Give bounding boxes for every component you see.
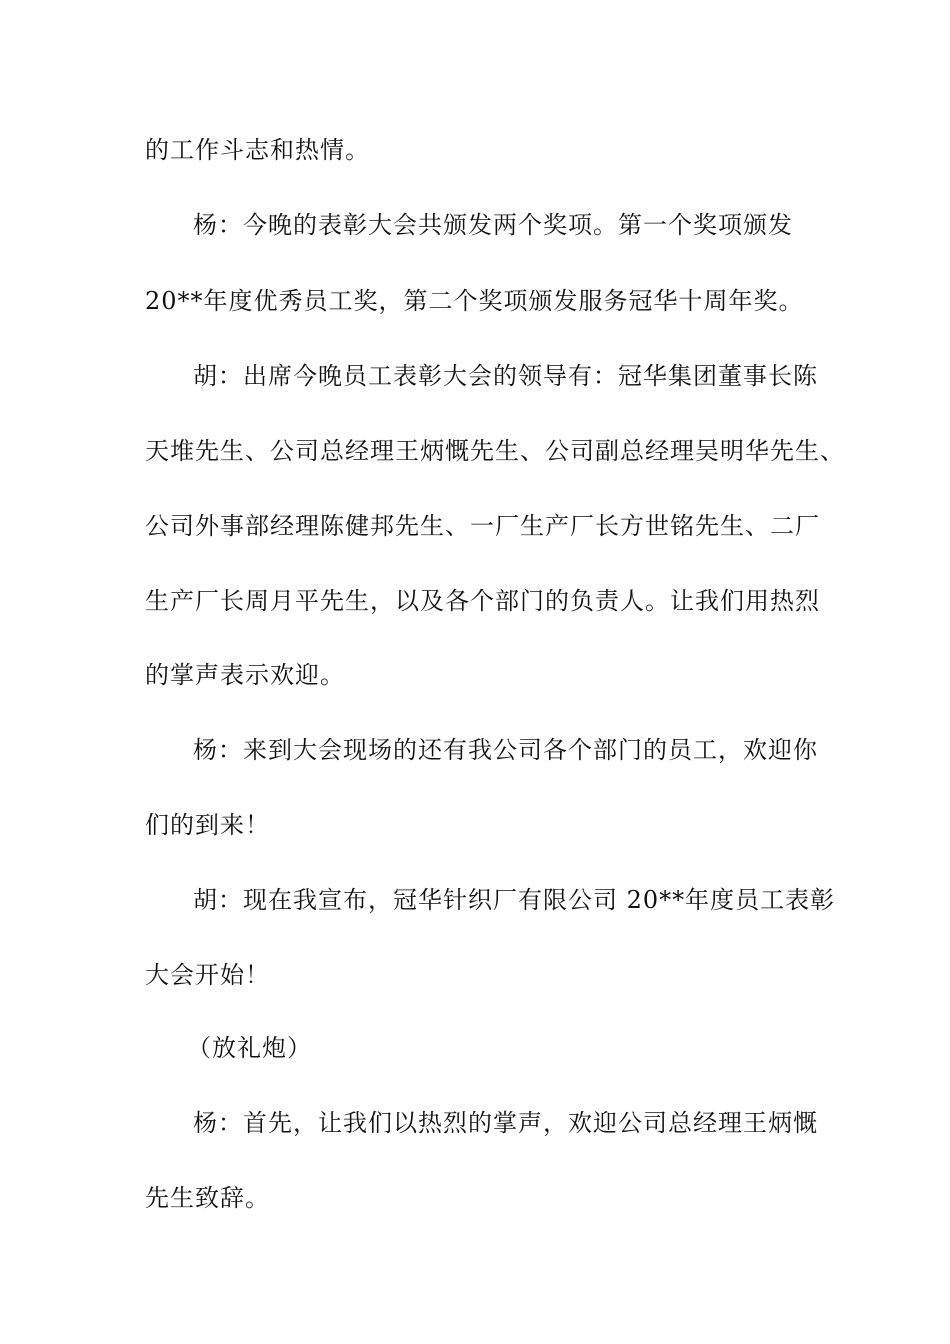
text-line: 20**年度优秀员工奖，第二个奖项颁发服务冠华十周年奖。 bbox=[145, 287, 804, 315]
text-line: 们的到来！ bbox=[145, 811, 270, 839]
text-line: 的掌声表示欢迎。 bbox=[145, 661, 345, 689]
text-line: 生产厂长周月平先生，以及各个部门的负责人。让我们用热烈 bbox=[145, 587, 820, 615]
text-line: 的工作斗志和热情。 bbox=[145, 136, 370, 164]
text-line: 杨：今晚的表彰大会共颁发两个奖项。第一个奖项颁发 bbox=[193, 211, 793, 239]
text-line: 大会开始！ bbox=[145, 961, 270, 989]
text-line: 公司外事部经理陈健邦先生、一厂生产厂长方世铭先生、二厂 bbox=[145, 512, 820, 540]
text-line: 先生致辞。 bbox=[145, 1184, 270, 1212]
text-line: 胡：现在我宣布，冠华针织厂有限公司 20**年度员工表彰 bbox=[193, 886, 836, 914]
text-line: 杨：来到大会现场的还有我公司各个部门的员工，欢迎你 bbox=[193, 736, 818, 764]
text-line: 杨：首先，让我们以热烈的掌声，欢迎公司总经理王炳慨 bbox=[193, 1109, 818, 1137]
text-line: 天堆先生、公司总经理王炳慨先生、公司副总经理吴明华先生、 bbox=[145, 437, 845, 465]
text-line: 胡：出席今晚员工表彰大会的领导有：冠华集团董事长陈 bbox=[193, 362, 818, 390]
text-line: （放礼炮） bbox=[187, 1034, 312, 1062]
